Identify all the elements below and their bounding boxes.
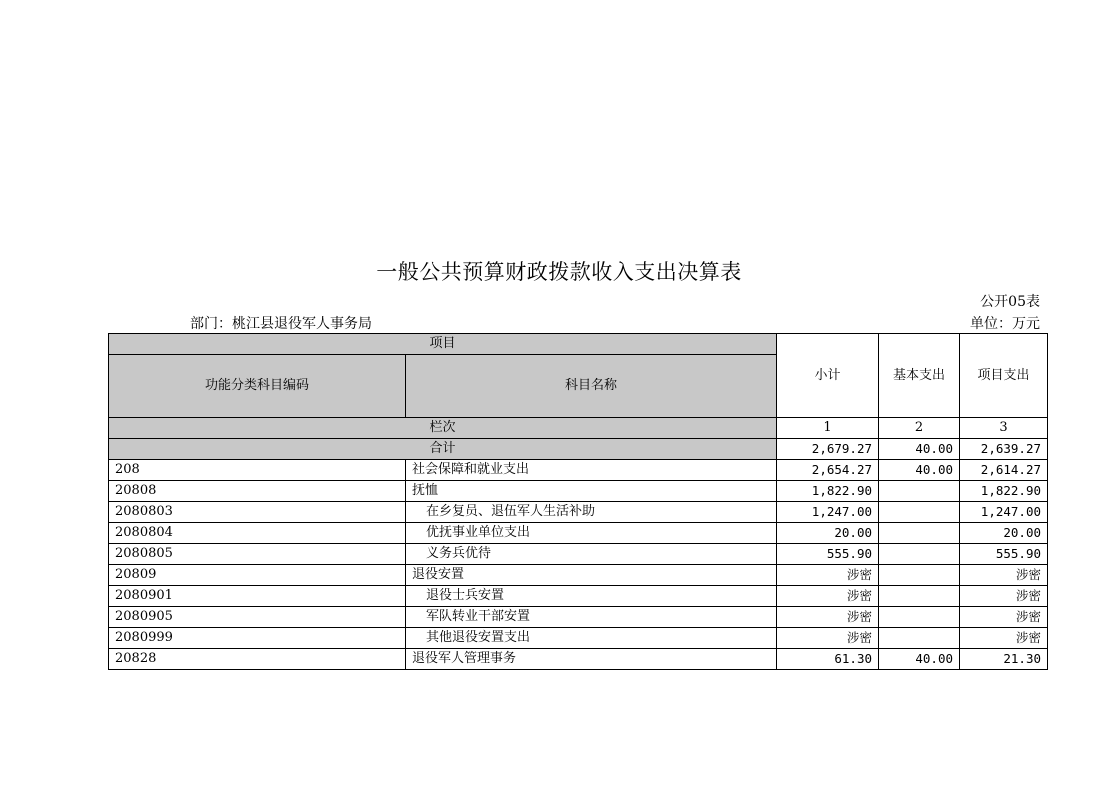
column-number-2: 2 — [879, 418, 960, 439]
basic-cell — [879, 481, 960, 502]
code-cell: 2080805 — [109, 544, 406, 565]
item-cell: 涉密 — [960, 565, 1048, 586]
basic-cell — [879, 586, 960, 607]
subtotal-cell: 1,822.90 — [777, 481, 879, 502]
basic-cell — [879, 502, 960, 523]
subtotal-cell: 涉密 — [777, 565, 879, 586]
code-cell: 2080905 — [109, 607, 406, 628]
subtotal-cell: 1,247.00 — [777, 502, 879, 523]
basic-cell — [879, 607, 960, 628]
basic-cell — [879, 523, 960, 544]
subtotal-cell: 2,654.27 — [777, 460, 879, 481]
total-row — [109, 439, 1048, 460]
department-label: 部门：桃江县退役军人事务局 — [190, 316, 372, 332]
basic-cell: 40.00 — [879, 649, 960, 670]
item-cell: 21.30 — [960, 649, 1048, 670]
header-basic: 基本支出 — [879, 334, 960, 418]
total-label: 合计 — [109, 439, 777, 460]
basic-cell: 40.00 — [879, 460, 960, 481]
table-row — [109, 523, 1048, 544]
item-cell: 1,822.90 — [960, 481, 1048, 502]
name-cell: 军队转业干部安置 — [406, 607, 777, 628]
name-cell: 退役士兵安置 — [406, 586, 777, 607]
basic-cell — [879, 628, 960, 649]
subtotal-cell: 涉密 — [777, 586, 879, 607]
table-row — [109, 628, 1048, 649]
code-cell: 20808 — [109, 481, 406, 502]
table-row — [109, 607, 1048, 628]
code-cell: 20809 — [109, 565, 406, 586]
header-project: 项目 — [109, 334, 777, 355]
code-cell: 20828 — [109, 649, 406, 670]
name-cell: 在乡复员、退伍军人生活补助 — [406, 502, 777, 523]
total-subtotal: 2,679.27 — [777, 439, 879, 460]
header-row-project — [109, 334, 1048, 355]
name-cell: 退役安置 — [406, 565, 777, 586]
table-row — [109, 502, 1048, 523]
item-cell: 涉密 — [960, 586, 1048, 607]
column-order-label: 栏次 — [109, 418, 777, 439]
code-cell: 208 — [109, 460, 406, 481]
subtotal-cell: 20.00 — [777, 523, 879, 544]
header-code: 功能分类科目编码 — [109, 355, 406, 418]
subtotal-cell: 涉密 — [777, 628, 879, 649]
header-name: 科目名称 — [406, 355, 777, 418]
code-cell: 2080901 — [109, 586, 406, 607]
name-cell: 优抚事业单位支出 — [406, 523, 777, 544]
item-cell: 涉密 — [960, 628, 1048, 649]
header-item: 项目支出 — [960, 334, 1048, 418]
basic-cell — [879, 544, 960, 565]
name-cell: 抚恤 — [406, 481, 777, 502]
total-basic: 40.00 — [879, 439, 960, 460]
name-cell: 社会保障和就业支出 — [406, 460, 777, 481]
item-cell: 1,247.00 — [960, 502, 1048, 523]
basic-cell — [879, 565, 960, 586]
header-subtotal: 小计 — [777, 334, 879, 418]
item-cell: 涉密 — [960, 607, 1048, 628]
subtotal-cell: 61.30 — [777, 649, 879, 670]
name-cell: 义务兵优待 — [406, 544, 777, 565]
item-cell: 20.00 — [960, 523, 1048, 544]
item-cell: 2,614.27 — [960, 460, 1048, 481]
code-cell: 2080803 — [109, 502, 406, 523]
unit-label: 单位：万元 — [970, 316, 1040, 332]
form-number: 公开05表 — [980, 294, 1040, 310]
page-title: 一般公共预算财政拨款收入支出决算表 — [376, 260, 742, 284]
column-number-1: 1 — [777, 418, 879, 439]
code-cell: 2080999 — [109, 628, 406, 649]
table-row — [109, 586, 1048, 607]
budget-table — [108, 333, 1048, 670]
item-cell: 555.90 — [960, 544, 1048, 565]
total-item: 2,639.27 — [960, 439, 1048, 460]
subtotal-cell: 涉密 — [777, 607, 879, 628]
column-number-3: 3 — [960, 418, 1048, 439]
table-row — [109, 565, 1048, 586]
code-cell: 2080804 — [109, 523, 406, 544]
column-order-row — [109, 418, 1048, 439]
subtotal-cell: 555.90 — [777, 544, 879, 565]
name-cell: 其他退役安置支出 — [406, 628, 777, 649]
table-row — [109, 544, 1048, 565]
table-row — [109, 481, 1048, 502]
name-cell: 退役军人管理事务 — [406, 649, 777, 670]
table-row — [109, 460, 1048, 481]
table-row — [109, 649, 1048, 670]
